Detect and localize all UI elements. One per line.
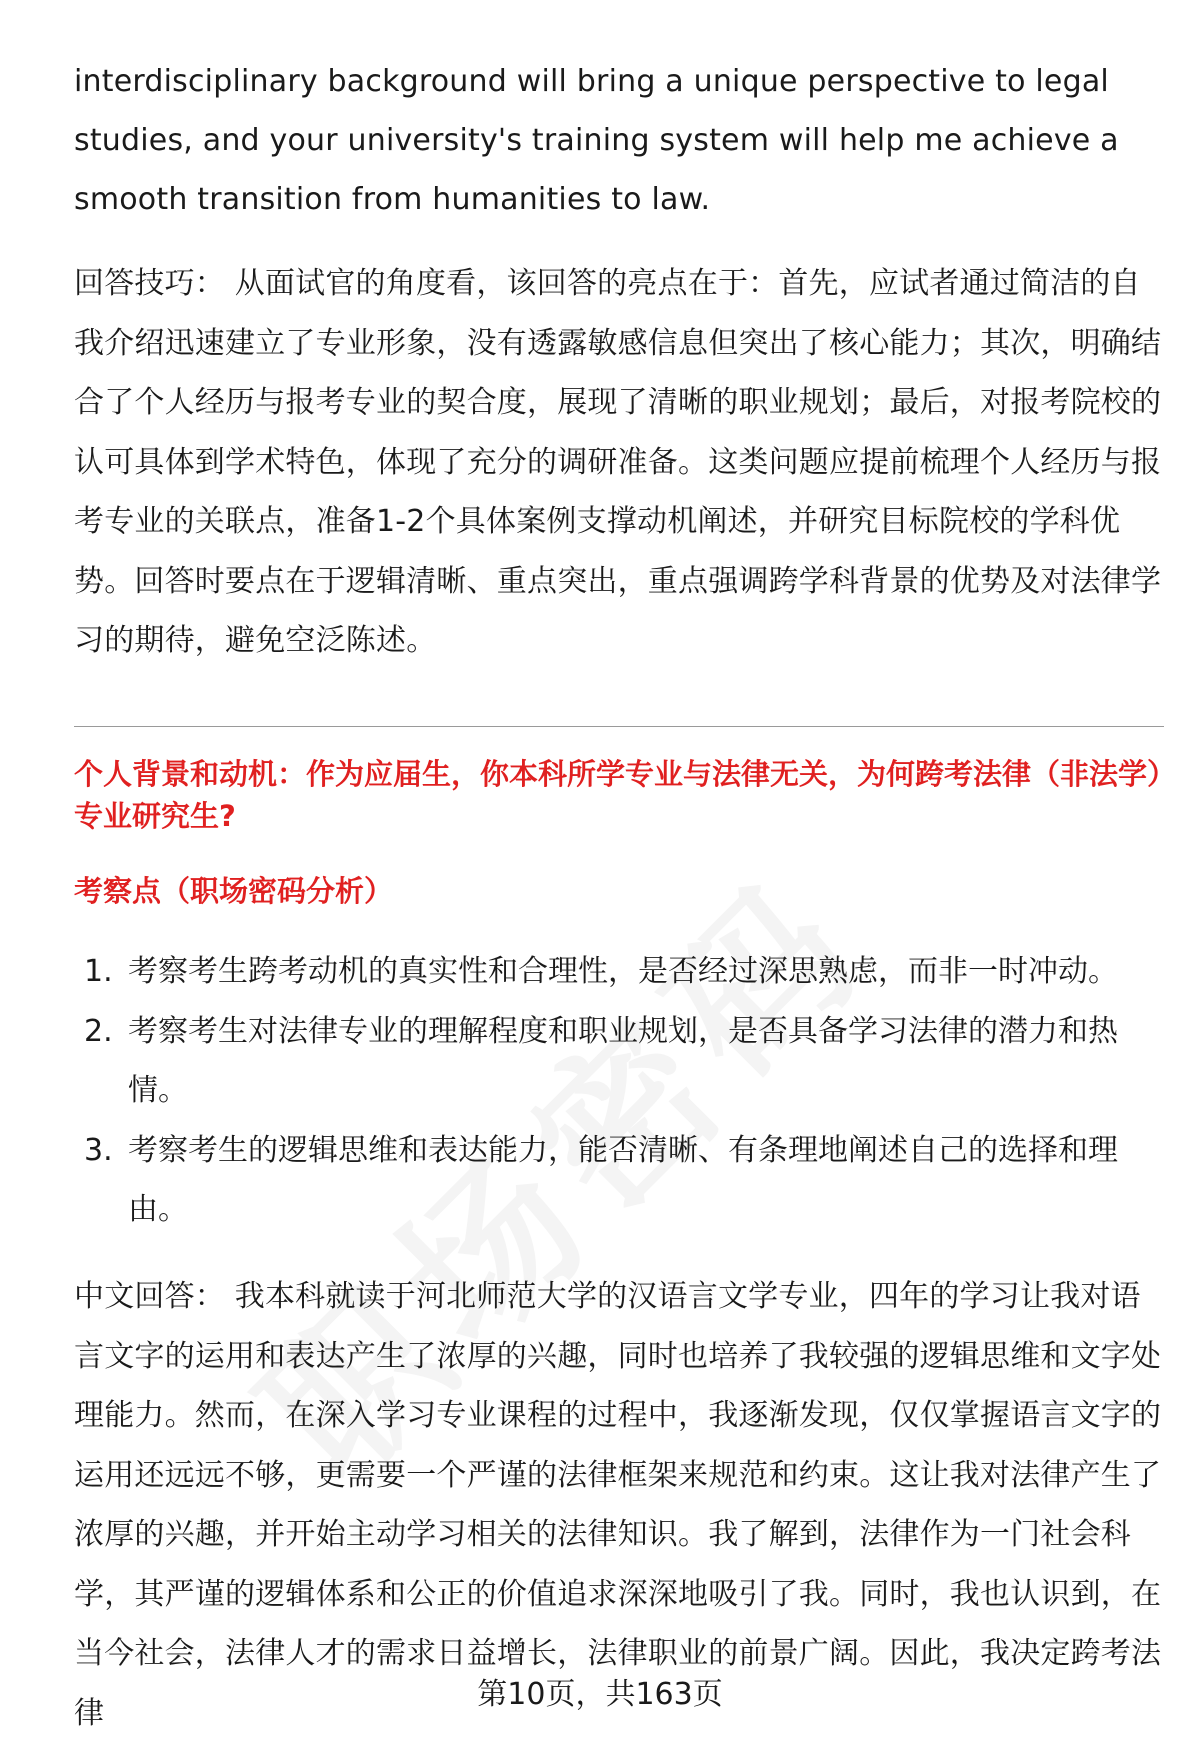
list-item: [74, 1002, 1164, 1121]
answer-paragraph: [74, 1267, 1164, 1743]
list-item-text: 考察考生的逻辑思维和表达能力，能否清晰、有条理地阐述自己的选择和理由。: [128, 1132, 1118, 1227]
section-divider: [74, 726, 1164, 727]
page-number: 第10页，共163页: [477, 1677, 723, 1712]
answer-label: 中文回答：: [74, 1279, 225, 1314]
points-heading: 考察点（职场密码分析）: [74, 874, 394, 908]
tips-label: 回答技巧：: [74, 266, 225, 301]
answer-text: 我本科就读于河北师范大学的汉语言文学专业，四年的学习让我对语言文字的运用和表达产生了浓厚的兴趣，同时也培养了我较强的逻辑思维和文字处理能力。然而，在深入学习专业课程的过程中，我逐渐发现，仅仅掌握语言文字的运用还远远不够，更需要一个严谨的法律框架来规范和约束。这让我对法律产生了浓厚的兴趣，并开始主动学习相关的法律知识。我了解到，法律作为一门社会科学，其严谨的逻辑体系和公正的价值追求深深地吸引了我。同时，我也认识到，在当今社会，法律人才的需求日益增长，法律职业的前景广阔。因此，我决定跨考法律: [74, 1279, 1162, 1731]
list-item: [74, 942, 1164, 1002]
points-list: [74, 942, 1164, 1240]
question-heading: 个人背景和动机：作为应届生，你本科所学专业与法律无关，为何跨考法律（非法学）专业研究生?: [74, 757, 1162, 833]
list-item-number: 2.: [84, 1013, 113, 1049]
intro-english-text: interdisciplinary background will bring a unique perspective to legal studies, and your university's training system will help me achieve a smooth transition from humanities to law.: [74, 64, 1119, 217]
tips-paragraph: [74, 254, 1164, 671]
list-item: [74, 1121, 1164, 1240]
list-item-number: 3.: [84, 1132, 113, 1168]
tips-text: 从面试官的角度看，该回答的亮点在于：首先，应试者通过简洁的自我介绍迅速建立了专业形象，没有透露敏感信息但突出了核心能力；其次，明确结合了个人经历与报考专业的契合度，展现了清晰的职业规划；最后，对报考院校的认可具体到学术特色，体现了充分的调研准备。这类问题应提前梳理个人经历与报考专业的关联点，准备1-2个具体案例支撑动机阐述，并研究目标院校的学科优势。回答时要点在于逻辑清晰、重点突出，重点强调跨学科背景的优势及对法律学习的期待，避免空泛陈述。: [74, 266, 1162, 658]
list-item-number: 1.: [84, 954, 113, 989]
list-item-text: 考察考生跨考动机的真实性和合理性，是否经过深思熟虑，而非一时冲动。: [128, 954, 1118, 989]
answer-section: [74, 1267, 1164, 1743]
list-item-text: 考察考生对法律专业的理解程度和职业规划，是否具备学习法律的潜力和热情。: [128, 1013, 1118, 1108]
intro-section: [74, 52, 1164, 671]
